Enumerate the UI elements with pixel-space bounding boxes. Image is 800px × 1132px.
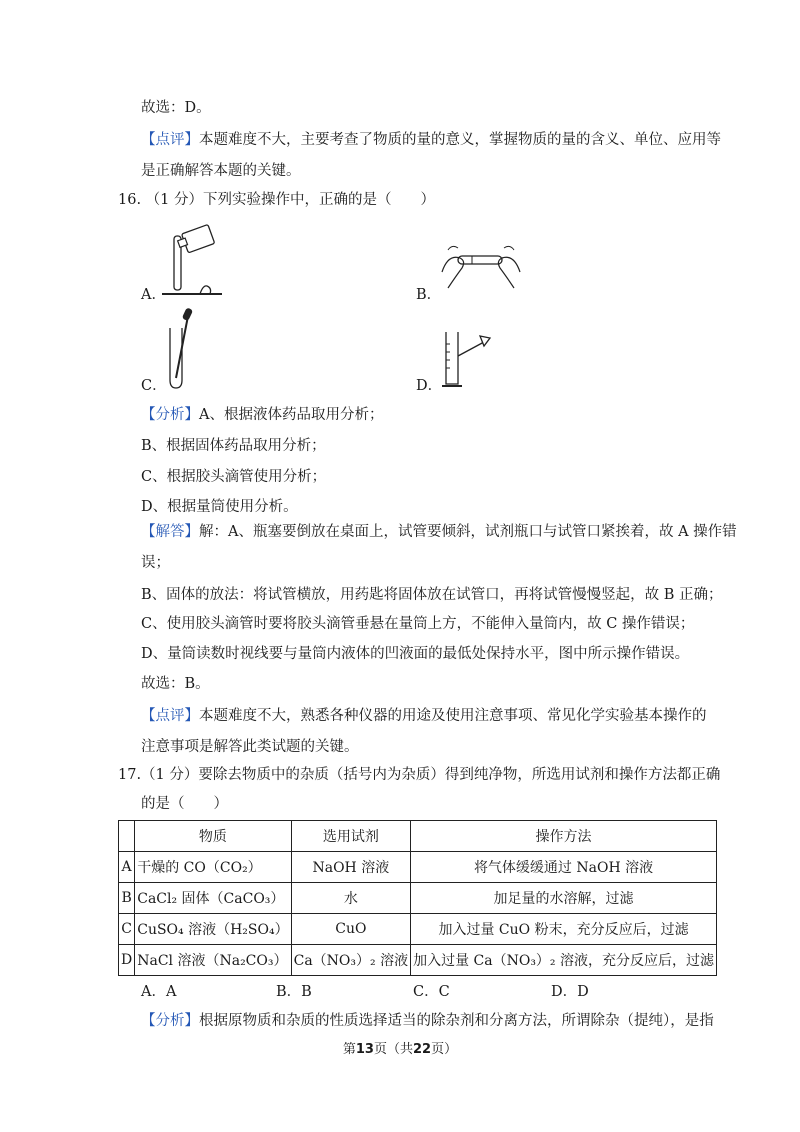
method-cell: 加入过量 Ca（NO₃）₂ 溶液，充分反应后，过滤 xyxy=(411,945,717,976)
q16-solution xyxy=(141,522,737,542)
substance-cell: CuSO₄ 溶液（H₂SO₄） xyxy=(135,914,291,945)
comment-text: 本题难度不大，熟悉各种仪器的用途及使用注意事项、常见化学实验基本操作的 xyxy=(199,708,707,724)
table-header-cell xyxy=(119,821,135,852)
analysis-tag: 【分析】 xyxy=(141,1013,199,1029)
q17-choice-b: B．B xyxy=(276,984,312,1000)
q16-option-c-label: C． xyxy=(141,378,167,394)
analysis-line: B、根据固体药品取用分析； xyxy=(141,438,326,454)
table-header-row xyxy=(119,821,717,852)
graduated-cylinder-figure xyxy=(440,326,494,390)
comment-tag: 【点评】 xyxy=(141,708,199,724)
solution-line: 解：A、瓶塞要倒放在桌面上，试管要倾斜，试剂瓶口与试管口紧挨着，故 A 操作错 xyxy=(199,524,737,540)
comment-text: 本题难度不大，主要考查了物质的量的意义，掌握物质的量的含义、单位、应用等 xyxy=(199,132,721,148)
comment-tag: 【点评】 xyxy=(141,132,199,148)
substance-cell: CaCl₂ 固体（CaCO₃） xyxy=(135,883,291,914)
q17-table xyxy=(118,820,717,976)
reagent-cell: CuO xyxy=(291,914,410,945)
q15-comment xyxy=(141,130,721,150)
substance-cell: NaCl 溶液（Na₂CO₃） xyxy=(135,945,291,976)
solution-line: 误； xyxy=(141,555,170,571)
pouring-liquid-figure xyxy=(160,224,226,298)
footer-text: 页（共 xyxy=(373,1042,413,1057)
q16-analysis xyxy=(141,405,383,425)
method-cell: 加入过量 CuO 粉末，充分反应后，过滤 xyxy=(411,914,717,945)
method-cell: 加足量的水溶解，过滤 xyxy=(411,883,717,914)
solution-line: D、量筒读数时视线要与量筒内液体的凹液面的最低处保持水平，图中所示操作错误。 xyxy=(141,646,690,662)
q16-comment-cont: 注意事项是解答此类试题的关键。 xyxy=(141,739,359,755)
q17-choice-a: A．A xyxy=(141,984,177,1000)
table-header-cell: 选用试剂 xyxy=(291,821,410,852)
solution-line: C、使用胶头滴管时要将胶头滴管垂悬在量筒上方，不能伸入量筒内，故 C 操作错误； xyxy=(141,616,695,632)
question-text: （1 分）下列实验操作中，正确的是（ ） xyxy=(145,192,436,208)
question-number: 16. xyxy=(118,192,142,208)
reagent-cell: 水 xyxy=(291,883,410,914)
q17-stem: 17.（1 分）要除去物质中的杂质（括号内为杂质）得到纯净物，所选用试剂和操作方法都正确 xyxy=(118,767,721,783)
table-row xyxy=(119,914,717,945)
analysis-line: A、根据液体药品取用分析； xyxy=(199,407,384,423)
table-row xyxy=(119,852,717,883)
solution-tag: 【解答】 xyxy=(141,524,199,540)
substance-cell: 干燥的 CO（CO₂） xyxy=(135,852,291,883)
q16-option-a-label: A． xyxy=(141,287,166,303)
analysis-text: 根据原物质和杂质的性质选择适当的除杂剂和分离方法，所谓除杂（提纯），是指 xyxy=(199,1013,714,1029)
analysis-tag: 【分析】 xyxy=(141,407,199,423)
page-number: 13 xyxy=(355,1042,374,1057)
q16-comment xyxy=(141,706,707,726)
solution-line: 故选：B。 xyxy=(141,676,210,692)
dropper-in-tube-figure xyxy=(164,306,204,390)
holding-test-tube-figure xyxy=(438,242,524,292)
q17-stem-cont: 的是（ ） xyxy=(141,796,228,812)
q15-answer: 故选：D。 xyxy=(141,100,211,116)
method-cell: 将气体缓缓通过 NaOH 溶液 xyxy=(411,852,717,883)
table-row xyxy=(119,945,717,976)
q16-stem xyxy=(118,190,435,210)
reagent-cell: Ca（NO₃）₂ 溶液 xyxy=(291,945,410,976)
table-header-cell: 操作方法 xyxy=(411,821,717,852)
q15-comment-cont: 是正确解答本题的关键。 xyxy=(141,163,301,179)
row-label: A xyxy=(119,852,135,883)
q17-choice-c: C．C xyxy=(413,984,450,1000)
q16-option-b-label: B． xyxy=(416,287,442,303)
solution-line: B、固体的放法：将试管横放，用药匙将固体放在试管口，再将试管慢慢竖起，故 B 正确； xyxy=(141,587,723,603)
analysis-line: D、根据量筒使用分析。 xyxy=(141,499,298,515)
q17-analysis xyxy=(141,1011,714,1031)
table-row xyxy=(119,883,717,914)
row-label: B xyxy=(119,883,135,914)
analysis-line: C、根据胶头滴管使用分析； xyxy=(141,469,327,485)
row-label: C xyxy=(119,914,135,945)
page-footer xyxy=(0,1038,800,1057)
table-header-cell: 物质 xyxy=(135,821,291,852)
footer-text: 页） xyxy=(431,1042,458,1057)
row-label: D xyxy=(119,945,135,976)
reagent-cell: NaOH 溶液 xyxy=(291,852,410,883)
page-total: 22 xyxy=(413,1042,432,1057)
q16-option-d-label: D． xyxy=(416,378,443,394)
q17-choice-d: D．D xyxy=(551,984,589,1000)
footer-text: 第 xyxy=(342,1042,356,1057)
